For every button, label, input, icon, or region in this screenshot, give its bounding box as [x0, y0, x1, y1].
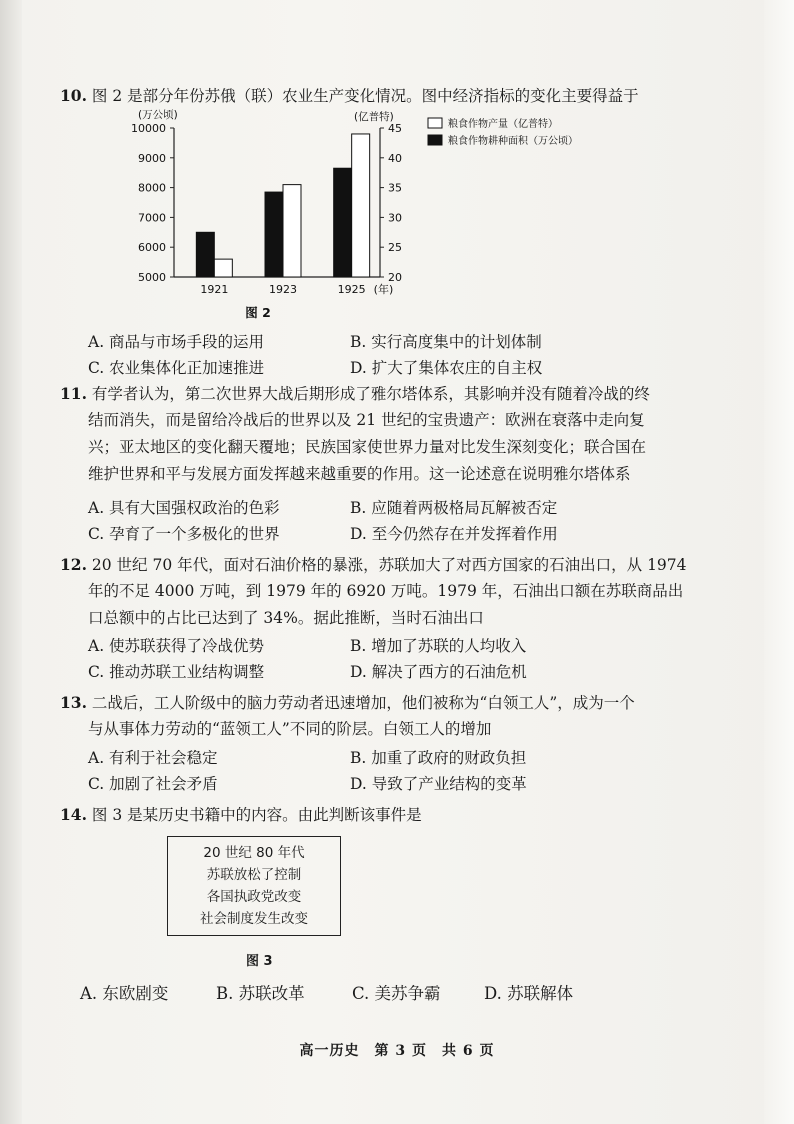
left-tick-label: 5000 [138, 271, 166, 284]
q12-option-c[interactable]: C. 推动苏联工业结构调整 [88, 663, 265, 681]
left-tick-label: 9000 [138, 151, 166, 165]
q14-option-c[interactable]: C. 美苏争霸 [352, 984, 441, 1003]
legend-label: 粮食作物耕种面积（万公顷） [448, 136, 578, 147]
q14-option-a[interactable]: A. 东欧剧变 [80, 984, 169, 1003]
question-11-line-2: 结而消失，而是留给冷战后的世界以及 21 世纪的宝贵遗产：欧洲在衰落中走向复 [88, 411, 645, 429]
bar-output-1921 [214, 259, 232, 277]
right-tick-label: 20 [388, 271, 402, 284]
figure-3-line-2: 苏联放松了控制 [206, 867, 302, 883]
page-footer: 高一历史 第 3 页 共 6 页 [299, 1043, 495, 1059]
q12-option-a[interactable]: A. 使苏联获得了冷战优势 [88, 637, 265, 655]
x-axis-unit: (年) [373, 283, 394, 296]
question-12-number: 12. [60, 555, 87, 574]
q11-option-a[interactable]: A. 具有大国强权政治的色彩 [88, 499, 280, 517]
q10-option-a[interactable]: A. 商品与市场手段的运用 [88, 333, 265, 351]
left-axis-unit: (万公顷) [138, 109, 178, 121]
x-tick-label: 1921 [200, 283, 229, 296]
q11-option-d[interactable]: D. 至今仍然存在并发挥着作用 [350, 525, 558, 543]
q13-option-b[interactable]: B. 加重了政府的财政负担 [350, 749, 527, 767]
figure-3-line-4: 社会制度发生改变 [200, 911, 308, 927]
question-13-number: 13. [60, 693, 87, 712]
x-tick-label: 1923 [269, 283, 297, 296]
right-tick-label: 45 [388, 122, 402, 135]
x-tick-label: 1925 [337, 283, 366, 296]
left-tick-label: 10000 [131, 122, 166, 135]
question-12 [60, 551, 687, 579]
q14-option-b[interactable]: B. 苏联改革 [216, 984, 305, 1003]
q11-option-c[interactable]: C. 孕育了一个多极化的世界 [88, 525, 280, 543]
question-12-line-3: 口总额中的占比已达到了 34%。据此推断，当时石油出口 [88, 609, 484, 627]
bar-area-1921 [196, 232, 214, 277]
legend-swatch [428, 135, 442, 145]
legend-label: 粮食作物产量（亿普特） [448, 119, 558, 130]
left-tick-label: 8000 [138, 181, 166, 195]
question-13 [60, 689, 635, 717]
left-tick-label: 7000 [138, 211, 166, 225]
right-tick-label: 40 [388, 151, 402, 165]
question-11-line-3: 兴；亚太地区的变化翻天覆地；民族国家使世界力量对比发生深刻变化；联合国在 [88, 438, 647, 456]
question-11-line-4: 维护世界和平与发展方面发挥越来越重要的作用。这一论述意在说明雅尔塔体系 [88, 465, 631, 483]
legend-swatch [428, 118, 442, 128]
question-10-number: 10. [60, 86, 87, 105]
figure-3-box [167, 836, 341, 936]
q10-option-d[interactable]: D. 扩大了集体农庄的自主权 [350, 359, 543, 377]
figure-3-line-3: 各国执政党改变 [206, 889, 302, 905]
question-13-line-2: 与从事体力劳动的“蓝领工人”不同的阶层。白领工人的增加 [88, 720, 492, 738]
question-12-line-1: 20 世纪 70 年代，面对石油价格的暴涨，苏联加大了对西方国家的石油出口，从 1974 [91, 556, 687, 574]
right-axis-unit: (亿普特) [354, 111, 394, 123]
question-11-line-1: 有学者认为，第二次世界大战后期形成了雅尔塔体系，其影响并没有随着冷战的终 [91, 385, 650, 403]
figure-3-caption: 图 3 [246, 954, 273, 969]
right-tick-label: 30 [388, 211, 402, 225]
question-14-number: 14. [60, 805, 87, 824]
right-tick-label: 25 [388, 241, 402, 255]
q12-option-b[interactable]: B. 增加了苏联的人均收入 [350, 637, 527, 655]
q10-option-c[interactable]: C. 农业集体化正加速推进 [88, 359, 265, 377]
q14-option-d[interactable]: D. 苏联解体 [484, 984, 574, 1003]
question-12-line-2: 年的不足 4000 万吨，到 1979 年的 6920 万吨。1979 年，石油出口额在苏联商品出 [88, 582, 684, 600]
bar-output-1925 [352, 134, 370, 277]
q13-option-c[interactable]: C. 加剧了社会矛盾 [88, 775, 218, 793]
question-10-text: 图 2 是部分年份苏俄（联）农业生产变化情况。图中经济指标的变化主要得益于 [91, 87, 639, 105]
question-11-number: 11. [60, 384, 87, 403]
bar-area-1925 [334, 168, 352, 277]
question-13-line-1: 二战后，工人阶级中的脑力劳动者迅速增加，他们被称为“白领工人”，成为一个 [91, 694, 635, 712]
question-14 [60, 801, 422, 829]
bar-output-1923 [283, 185, 301, 277]
question-14-text: 图 3 是某历史书籍中的内容。由此判断该事件是 [91, 806, 422, 824]
q13-option-a[interactable]: A. 有利于社会稳定 [88, 749, 218, 767]
question-11 [60, 380, 650, 408]
right-tick-label: 35 [388, 181, 402, 195]
q13-option-d[interactable]: D. 导致了产业结构的变革 [350, 775, 527, 793]
q12-option-d[interactable]: D. 解决了西方的石油危机 [350, 663, 527, 681]
q10-option-b[interactable]: B. 实行高度集中的计划体制 [350, 333, 542, 351]
q11-option-b[interactable]: B. 应随着两极格局瓦解被否定 [350, 499, 558, 517]
left-tick-label: 6000 [138, 241, 166, 255]
figure-3-line-1: 20 世纪 80 年代 [203, 845, 305, 861]
bar-area-1923 [265, 192, 283, 277]
figure-2-caption: 图 2 [245, 305, 271, 320]
